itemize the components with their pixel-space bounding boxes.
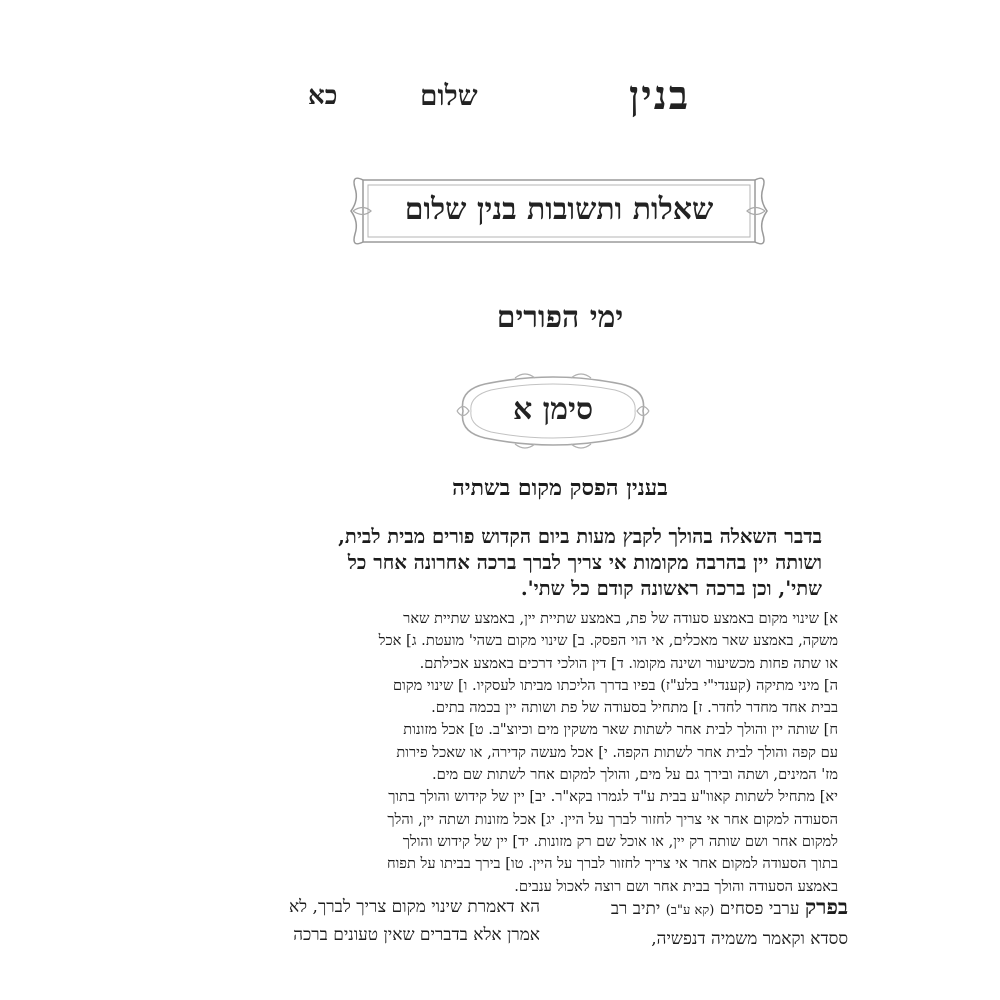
body-text: ערבי פסחים (719, 899, 800, 919)
index-line: למקום אחר ושם שותה רק יין, או אוכל שם רק מזונות. יד] יין של קידוש והולך (402, 832, 838, 850)
running-header-subtitle: שלום (420, 79, 478, 112)
index-line: הסעודה למקום אחר אי צריך לחזור לברך על היין. יג] אכל מזונות ושתה יין, והלך (387, 810, 838, 828)
siman-frame (455, 370, 651, 452)
index-line: ה] מיני מתיקה (קענדי"י בלע"ז) בפיו בדרך הליכתו מביתו לעסקיו. ו] שינוי מקום (392, 676, 838, 694)
index-line: א] שינוי מקום באמצע סעודה של פת, באמצע שתיית יין, באמצע שתיית שאר (403, 610, 838, 627)
body-text: אמרן אלא בדברים שאין טעונים ברכה (293, 925, 540, 945)
section-title: ימי הפורים (496, 300, 624, 335)
index-line: ח] שותה יין והולך לבית אחר לשתות שאר משקין מים וכיוצ"ב. ט] אכל מזונות (403, 721, 838, 739)
book-title-frame (349, 170, 769, 252)
book-title: שאלות ותשובות בנין שלום (404, 192, 714, 227)
body-text: ססדא וקאמר משמיה דנפשיה, (651, 929, 848, 949)
index-line: באמצע הסעודה והולך בבית אחר ושם רוצה לאכול ענבים. (514, 877, 838, 895)
question-line: ושותה יין בהרבה מקומות אי צריך לברך ברכה אחרונה אחר כל (347, 551, 822, 574)
index-line: בתוך הסעודה למקום אחר אי צריך לחזור לברך על היין. טו] בירך בביתו על תפוח (386, 855, 838, 873)
question-line: שתי', וכן ברכה ראשונה קודם כל שתי'. (520, 577, 822, 600)
index-line: עם קפה והולך לבית אחר לשתות הקפה. י] אכל מעשה קדירה, או שאכל פירות (396, 743, 838, 761)
index-line: משקה, באמצע שאר מאכלים, אי הוי הפסק. ב] שינוי מקום בשהי' מועטת. ג] אכל (378, 632, 838, 650)
chapter-subject: בענין הפסק מקום בשתיה (452, 475, 668, 501)
body-lead-word: בפרק (804, 894, 848, 919)
question-line: בדבר השאלה בהולך לקבץ מעות ביום הקדוש פורים מבית לבית, (338, 525, 822, 548)
question-paragraph (330, 524, 822, 602)
siman-label: סימן א (512, 392, 594, 427)
index-line: או שתה פחות מכשיעור ושינה מקומו. ד] דין הולכי דרכים באמצע אכילתם. (419, 654, 838, 672)
body-text: הא דאמרת שינוי מקום צריך לברך, לא (288, 897, 540, 917)
index-line: בבית אחד מחדר לחדר. ז] מתחיל בסעודה של פת ושותה יין בכמה בתים. (431, 699, 838, 717)
running-header-title: בנין (629, 72, 690, 119)
topics-index (318, 608, 838, 898)
source-citation: (קא ע"ב) (665, 903, 715, 918)
index-line: מז' המינים, ושתה ובירך גם על מים, והולך למקום אחר לשתות שם מים. (431, 766, 838, 784)
index-line: יא] מתחיל לשתות קאוו"ע בבית ע"ד לגמרו בקא"ר. יב] יין של קידוש והולך בתוך (388, 788, 838, 806)
page-number: כא (308, 81, 338, 111)
body-text: יתיב רב (610, 899, 661, 919)
body-column-right (552, 893, 848, 953)
body-column-left (288, 893, 540, 949)
